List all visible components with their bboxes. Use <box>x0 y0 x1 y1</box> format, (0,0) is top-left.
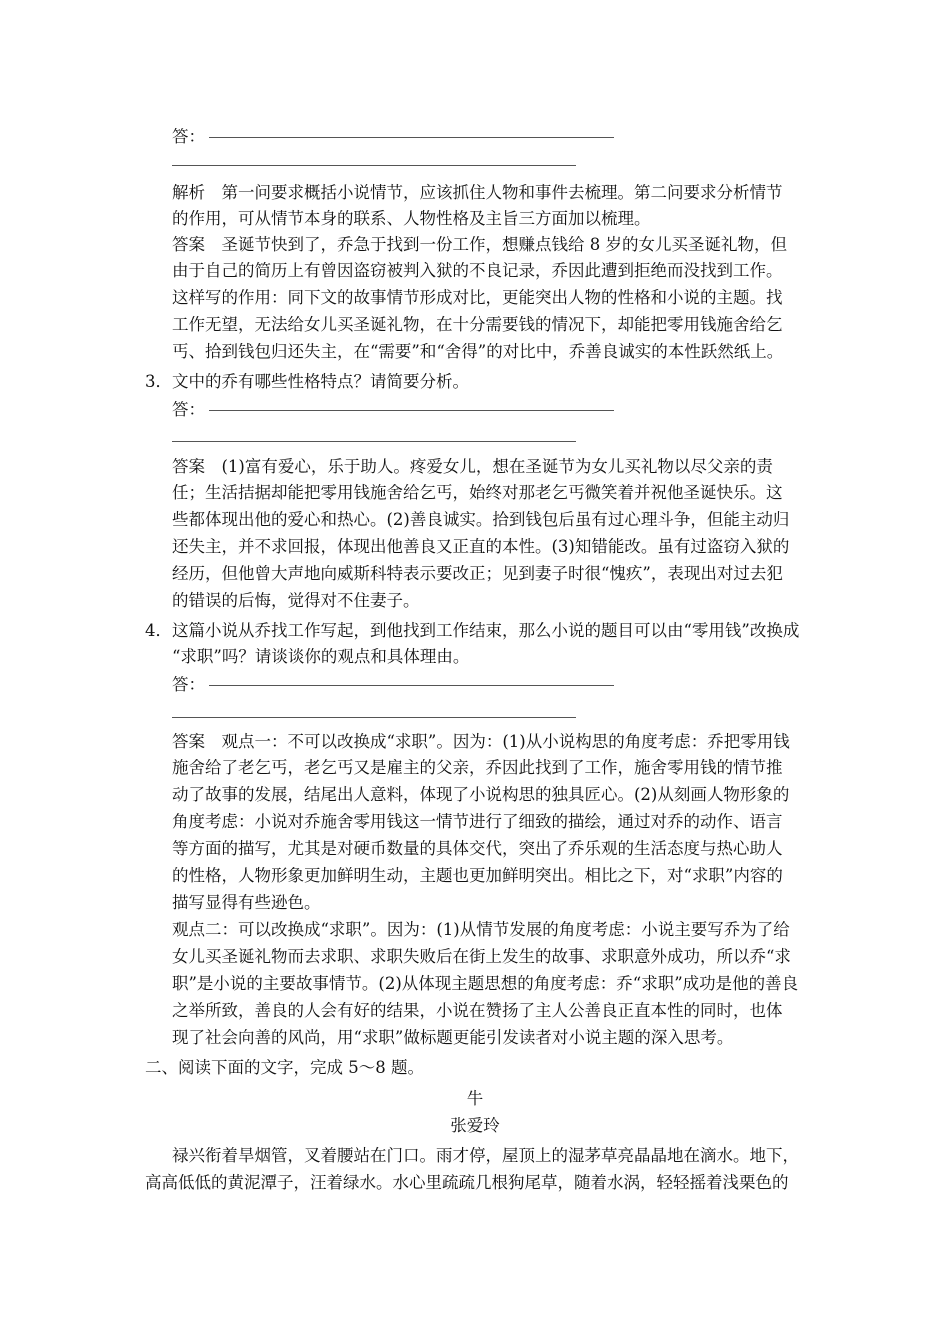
answer-line: 描写显得有些逊色。 <box>172 893 321 912</box>
answer-line: 答案 (1)富有爱心，乐于助人。疼爱女儿，想在圣诞节为女儿买礼物以尽父亲的责 <box>172 457 773 476</box>
answer-line: 职”是小说的主要故事情节。(2)从体现主题思想的角度考虑：乔“求职”成功是他的善良 <box>172 974 799 993</box>
story-author: 张爱玲 <box>450 1116 500 1135</box>
answer-line: 任；生活拮据却能把零用钱施舍给乞丐，始终对那老乞丐微笑着并祝他圣诞快乐。这 <box>172 483 783 502</box>
answer-blank-line <box>209 137 614 138</box>
question-4-cont: “求职”吗？请谈谈你的观点和具体理由。 <box>172 647 470 666</box>
answer-line: 丐、拾到钱包归还失主，在“需要”和“舍得”的对比中，乔善良诚实的本性跃然纸上。 <box>172 342 784 361</box>
answer-line: 动了故事的发展，结尾出人意料，体现了小说构思的独具匠心。(2)从刻画人物形象的 <box>172 785 790 804</box>
answer-line: 现了社会向善的风尚，用“求职”做标题更能引发读者对小说主题的深入思考。 <box>172 1028 734 1047</box>
answer-blank-line <box>172 165 576 166</box>
answer-line: 的性格，人物形象更加鲜明生动，主题也更加鲜明突出。相比之下，对“求职”内容的 <box>172 866 783 885</box>
story-title: 牛 <box>466 1089 484 1108</box>
answer-prompt-q3: 答： <box>172 400 614 420</box>
answer-line: 经历，但他曾大声地向威斯科特表示要改正；见到妻子时很“愧疚”，表现出对过去犯 <box>172 564 783 583</box>
answer-line: 答案 观点一：不可以改换成“求职”。因为：(1)从小说构思的角度考虑：乔把零用钱 <box>172 732 790 751</box>
answer-line: 的错误的后悔，觉得对不住妻子。 <box>172 591 420 610</box>
answer-blank-line <box>209 410 614 411</box>
answer-prompt-q4: 答： <box>172 675 614 695</box>
answer-line: 角度考虑：小说对乔施舍零用钱这一情节进行了细致的描绘，通过对乔的动作、语言 <box>172 812 783 831</box>
answer-blank-line <box>172 441 576 442</box>
answer-line: 观点二：可以改换成“求职”。因为：(1)从情节发展的角度考虑：小说主要写乔为了给 <box>172 920 790 939</box>
analysis-line: 的作用，可从情节本身的联系、人物性格及主旨三方面加以梳理。 <box>172 209 651 228</box>
answer-line: 还失主，并不求回报，体现出他善良又正直的本性。(3)知错能改。虽有过盗窃入狱的 <box>172 537 790 556</box>
answer-blank-line <box>172 717 576 718</box>
analysis-line: 解析 第一问要求概括小说情节，应该抓住人物和事件去梳理。第二问要求分析情节 <box>172 183 783 202</box>
answer-line: 女儿买圣诞礼物而去求职、求职失败后在街上发生的故事、求职意外成功，所以乔“求 <box>172 947 791 966</box>
answer-line: 答案 圣诞节快到了，乔急于找到一份工作，想赚点钱给 8 岁的女儿买圣诞礼物，但 <box>172 235 787 254</box>
answer-line: 工作无望，无法给女儿买圣诞礼物，在十分需要钱的情况下，却能把零用钱施舍给乞 <box>172 315 783 334</box>
story-paragraph-line: 高高低低的黄泥潭子，汪着绿水。水心里疏疏几根狗尾草，随着水涡，轻轻摇着浅栗色的 <box>145 1173 789 1192</box>
answer-line: 等方面的描写，尤其是对硬币数量的具体交代，突出了乔乐观的生活态度与热心助人 <box>172 839 783 858</box>
answer-line: 这样写的作用：同下文的故事情节形成对比，更能突出人物的性格和小说的主题。找 <box>172 288 783 307</box>
answer-line: 由于自己的简历上有曾因盗窃被判入狱的不良记录，乔因此遭到拒绝而没找到工作。 <box>172 261 783 280</box>
section-heading: 二、阅读下面的文字，完成 5～8 题。 <box>145 1058 424 1077</box>
answer-line: 之举所致，善良的人会有好的结果，小说在赞扬了主人公善良正直本性的同时，也体 <box>172 1001 783 1020</box>
story-paragraph-line: 禄兴衔着旱烟管，叉着腰站在门口。雨才停，屋顶上的湿茅草亮晶晶地在滴水。地下， <box>172 1146 799 1165</box>
answer-line: 施舍给了老乞丐，老乞丐又是雇主的父亲，乔因此找到了工作，施舍零用钱的情节推 <box>172 758 783 777</box>
question-3: 3．文中的乔有哪些性格特点？请简要分析。 <box>145 372 469 391</box>
answer-line: 些都体现出他的爱心和热心。(2)善良诚实。拾到钱包后虽有过心理斗争，但能主动归 <box>172 510 790 529</box>
answer-blank-line <box>209 685 614 686</box>
question-4: 4．这篇小说从乔找工作写起，到他找到工作结束，那么小说的题目可以由“零用钱”改换成 <box>145 621 800 640</box>
answer-prompt-q2: 答： <box>172 127 614 147</box>
